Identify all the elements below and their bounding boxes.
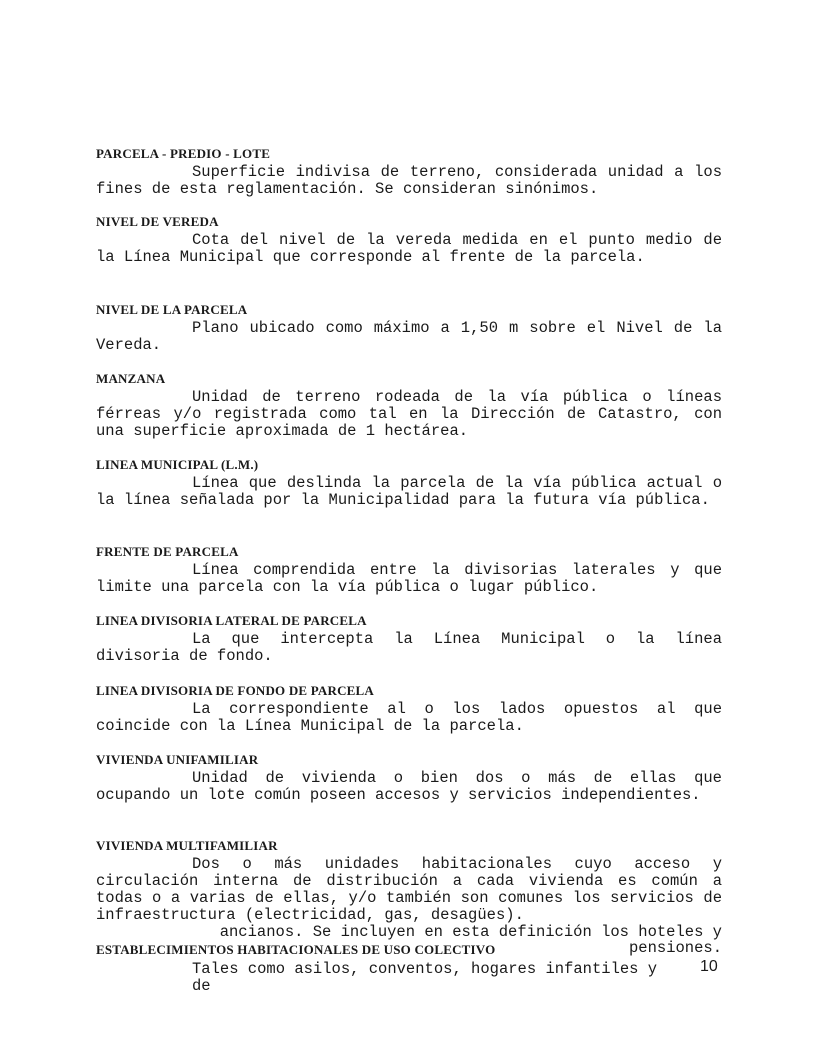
entry-term: VIVIENDA UNIFAMILIAR (96, 752, 259, 767)
overflow-text-line: pensiones. (628, 939, 722, 957)
overflow-text-line: ancianos. Se incluyen en esta definición los hoteles y (219, 923, 722, 941)
glossary-entry (96, 837, 722, 924)
glossary-entry (96, 213, 722, 266)
glossary-entry (96, 543, 722, 596)
entry-term: VIVIENDA MULTIFAMILIAR (96, 838, 278, 853)
page-number: 10 (700, 958, 718, 975)
entry-term: FRENTE DE PARCELA (96, 544, 239, 559)
entry-term: LINEA MUNICIPAL (L.M.) (96, 457, 259, 472)
glossary-entry (96, 301, 722, 354)
entry-definition: La correspondiente al o los lados opuestos al que coincide con la Línea Municipal de la parcela. (96, 700, 722, 735)
entry-term: LINEA DIVISORIA LATERAL DE PARCELA (96, 613, 367, 628)
glossary-entry (96, 370, 722, 440)
entry-definition-line: Tales como asilos, conventos, hogares infantiles y (192, 960, 658, 978)
entry-definition: Plano ubicado como máximo a 1,50 m sobre el Nivel de la Vereda. (96, 319, 722, 354)
entry-term: NIVEL DE VEREDA (96, 214, 219, 229)
entry-definition: Línea que deslinda la parcela de la vía pública actual o la línea señalada por la Municipalidad para la futura vía pública. (96, 474, 722, 509)
glossary-entry (96, 612, 722, 665)
glossary-entry (96, 682, 722, 735)
entry-term: PARCELA - PREDIO - LOTE (96, 146, 271, 161)
entry-definition: Unidad de terreno rodeada de la vía pública o líneas férreas y/o registrada como tal en la Dirección de Catastro, con una superficie aproximada de 1 hectárea. (96, 388, 722, 440)
entry-term: NIVEL DE LA PARCELA (96, 302, 248, 317)
entry-definition: Superficie indivisa de terreno, considerada unidad a los fines de esta reglamentación. Se consideran sinónimos. (96, 163, 722, 198)
entry-definition: Dos o más unidades habitacionales cuyo acceso y circulación interna de distribución a cada vivienda es común a todas o a varias de ellas, y/o también son comunes los servicios de infraestructura (electricidad, gas, desagües). (96, 855, 722, 924)
glossary-entry (96, 145, 722, 198)
entry-term: LINEA DIVISORIA DE FONDO DE PARCELA (96, 683, 374, 698)
entry-definition-line: de (192, 977, 211, 995)
entry-term: MANZANA (96, 371, 166, 386)
entry-term-collective: ESTABLECIMIENTOS HABITACIONALES DE USO COLECTIVO (96, 942, 496, 957)
glossary-entry (96, 751, 722, 804)
entry-definition: Cota del nivel de la vereda medida en el punto medio de la Línea Municipal que corresponde al frente de la parcela. (96, 231, 722, 266)
glossary-entry (96, 456, 722, 509)
entry-definition: Línea comprendida entre la divisorias laterales y que limite una parcela con la vía pública o lugar público. (96, 561, 722, 596)
entry-definition: La que intercepta la Línea Municipal o la línea divisoria de fondo. (96, 630, 722, 665)
entry-definition: Unidad de vivienda o bien dos o más de ellas que ocupando un lote común poseen accesos y servicios independientes. (96, 769, 722, 804)
